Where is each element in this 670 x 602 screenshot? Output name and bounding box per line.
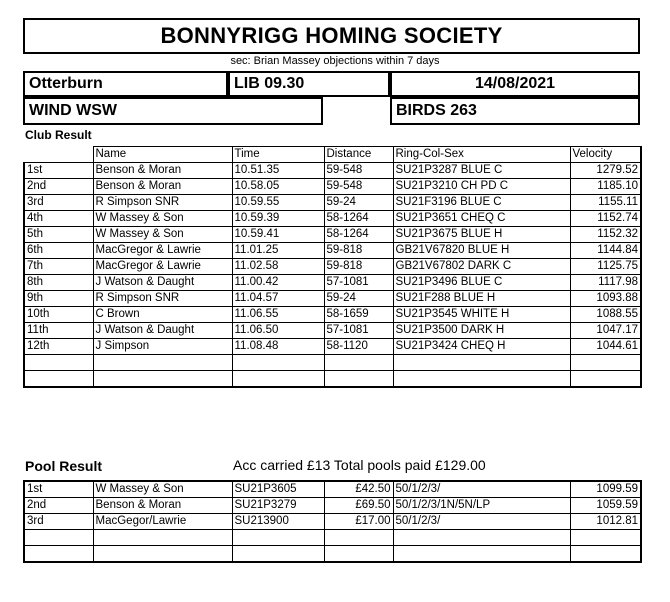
table-row bbox=[24, 514, 641, 530]
column-header: Distance bbox=[324, 147, 393, 163]
table-row bbox=[24, 195, 641, 211]
table-cell: Benson & Moran bbox=[93, 179, 232, 195]
table-cell: MacGregor & Lawrie bbox=[93, 259, 232, 275]
table-cell: 11th bbox=[24, 323, 93, 339]
table-row bbox=[24, 530, 641, 546]
table-cell: 1155.11 bbox=[570, 195, 641, 211]
table-cell: W Massey & Son bbox=[93, 227, 232, 243]
society-title: BONNYRIGG HOMING SOCIETY bbox=[23, 18, 640, 54]
table-cell: 10.58.05 bbox=[232, 179, 324, 195]
table-cell: 9th bbox=[24, 291, 93, 307]
table-cell: 2nd bbox=[24, 179, 93, 195]
column-header: Velocity bbox=[570, 147, 641, 163]
table-row bbox=[24, 498, 641, 514]
table-row bbox=[24, 243, 641, 259]
table-cell: SU21P3210 CH PD C bbox=[393, 179, 570, 195]
table-cell: 59-818 bbox=[324, 243, 393, 259]
table-cell: SU21P3545 WHITE H bbox=[393, 307, 570, 323]
table-cell bbox=[93, 371, 232, 388]
table-cell bbox=[570, 371, 641, 388]
column-header: Ring-Col-Sex bbox=[393, 147, 570, 163]
table-cell: SU21P3287 BLUE C bbox=[393, 163, 570, 179]
table-cell: £42.50 bbox=[324, 481, 393, 498]
table-row bbox=[24, 179, 641, 195]
table-cell: SU21P3675 BLUE H bbox=[393, 227, 570, 243]
table-cell: 58-1120 bbox=[324, 339, 393, 355]
column-header: Time bbox=[232, 147, 324, 163]
table-cell: SU21F3196 BLUE C bbox=[393, 195, 570, 211]
table-row bbox=[24, 546, 641, 563]
secretary-line: sec: Brian Massey objections within 7 days bbox=[230, 55, 440, 67]
table-cell: 59-24 bbox=[324, 291, 393, 307]
table-cell: MacGregor & Lawrie bbox=[93, 243, 232, 259]
table-cell: 1125.75 bbox=[570, 259, 641, 275]
table-cell bbox=[324, 371, 393, 388]
table-cell bbox=[232, 530, 324, 546]
table-cell: 10.59.39 bbox=[232, 211, 324, 227]
table-cell bbox=[324, 355, 393, 371]
table-row bbox=[24, 307, 641, 323]
table-cell: R Simpson SNR bbox=[93, 195, 232, 211]
table-row bbox=[24, 481, 641, 498]
table-cell: 7th bbox=[24, 259, 93, 275]
table-cell: 1279.52 bbox=[570, 163, 641, 179]
table-row bbox=[24, 275, 641, 291]
table-cell: 58-1659 bbox=[324, 307, 393, 323]
table-row bbox=[24, 259, 641, 275]
table-cell: Benson & Moran bbox=[93, 163, 232, 179]
table-cell: 11.06.50 bbox=[232, 323, 324, 339]
birds-count: BIRDS 263 bbox=[390, 97, 640, 125]
table-cell bbox=[24, 546, 93, 563]
table-cell: SU21F288 BLUE H bbox=[393, 291, 570, 307]
table-row bbox=[24, 355, 641, 371]
table-cell bbox=[232, 546, 324, 563]
table-cell: 11.00.42 bbox=[232, 275, 324, 291]
table-cell: W Massey & Son bbox=[93, 481, 232, 498]
table-row bbox=[24, 227, 641, 243]
table-cell: C Brown bbox=[93, 307, 232, 323]
table-cell: 1099.59 bbox=[570, 481, 641, 498]
table-cell: J Watson & Daught bbox=[93, 323, 232, 339]
club-result-table bbox=[23, 146, 642, 388]
table-cell: 8th bbox=[24, 275, 93, 291]
table-cell: 1144.84 bbox=[570, 243, 641, 259]
table-cell: 10.51.35 bbox=[232, 163, 324, 179]
table-cell: SU21P3651 CHEQ C bbox=[393, 211, 570, 227]
table-cell bbox=[93, 530, 232, 546]
table-cell: 59-24 bbox=[324, 195, 393, 211]
table-cell: 1012.81 bbox=[570, 514, 641, 530]
table-cell: 1st bbox=[24, 481, 93, 498]
table-cell: 6th bbox=[24, 243, 93, 259]
table-cell: 1152.74 bbox=[570, 211, 641, 227]
table-cell bbox=[24, 530, 93, 546]
wind-direction: WIND WSW bbox=[23, 97, 323, 125]
table-row bbox=[24, 291, 641, 307]
table-cell: 1117.98 bbox=[570, 275, 641, 291]
table-cell: W Massey & Son bbox=[93, 211, 232, 227]
table-cell bbox=[570, 546, 641, 563]
table-cell: 1059.59 bbox=[570, 498, 641, 514]
table-cell: SU21P3279 bbox=[232, 498, 324, 514]
table-cell: 11.01.25 bbox=[232, 243, 324, 259]
table-cell: 1047.17 bbox=[570, 323, 641, 339]
table-cell: 58-1264 bbox=[324, 211, 393, 227]
table-header-row bbox=[24, 147, 641, 163]
table-cell: 59-548 bbox=[324, 163, 393, 179]
table-cell bbox=[324, 546, 393, 563]
table-cell: SU21P3424 CHEQ H bbox=[393, 339, 570, 355]
table-cell: 11.06.55 bbox=[232, 307, 324, 323]
pool-result-table bbox=[23, 480, 642, 563]
table-cell bbox=[232, 355, 324, 371]
table-cell bbox=[93, 546, 232, 563]
pool-info: Acc carried £13 Total pools paid £129.00 bbox=[233, 457, 486, 473]
table-cell: GB21V67802 DARK C bbox=[393, 259, 570, 275]
race-location: Otterburn bbox=[23, 71, 228, 97]
table-cell: SU213900 bbox=[232, 514, 324, 530]
table-cell: 5th bbox=[24, 227, 93, 243]
table-row bbox=[24, 211, 641, 227]
race-date: 14/08/2021 bbox=[390, 71, 640, 97]
table-cell bbox=[393, 530, 570, 546]
table-cell: 1152.32 bbox=[570, 227, 641, 243]
table-cell: 50/1/2/3/ bbox=[393, 514, 570, 530]
table-cell: 2nd bbox=[24, 498, 93, 514]
table-cell: MacGegor/Lawrie bbox=[93, 514, 232, 530]
club-result-label: Club Result bbox=[25, 128, 92, 142]
pool-result-label: Pool Result bbox=[25, 458, 103, 474]
table-cell bbox=[324, 530, 393, 546]
table-row bbox=[24, 323, 641, 339]
table-cell: J Simpson bbox=[93, 339, 232, 355]
table-cell bbox=[93, 355, 232, 371]
table-cell: 50/1/2/3/1N/5N/LP bbox=[393, 498, 570, 514]
table-cell: 12th bbox=[24, 339, 93, 355]
table-cell: 59-818 bbox=[324, 259, 393, 275]
table-cell: 57-1081 bbox=[324, 323, 393, 339]
table-cell bbox=[393, 371, 570, 388]
table-cell: 1185.10 bbox=[570, 179, 641, 195]
column-header: Name bbox=[93, 147, 232, 163]
table-cell: R Simpson SNR bbox=[93, 291, 232, 307]
table-cell: SU21P3605 bbox=[232, 481, 324, 498]
table-cell: 3rd bbox=[24, 514, 93, 530]
table-cell: Benson & Moran bbox=[93, 498, 232, 514]
table-cell: 1st bbox=[24, 163, 93, 179]
table-row bbox=[24, 163, 641, 179]
table-cell: GB21V67820 BLUE H bbox=[393, 243, 570, 259]
table-cell: 11.08.48 bbox=[232, 339, 324, 355]
table-cell: 3rd bbox=[24, 195, 93, 211]
table-cell: SU21P3500 DARK H bbox=[393, 323, 570, 339]
table-cell bbox=[393, 546, 570, 563]
table-cell: J Watson & Daught bbox=[93, 275, 232, 291]
table-cell: 1044.61 bbox=[570, 339, 641, 355]
table-cell: 11.04.57 bbox=[232, 291, 324, 307]
table-cell: 10.59.41 bbox=[232, 227, 324, 243]
table-cell: 50/1/2/3/ bbox=[393, 481, 570, 498]
table-cell: £69.50 bbox=[324, 498, 393, 514]
table-cell bbox=[393, 355, 570, 371]
table-cell bbox=[570, 355, 641, 371]
table-cell bbox=[570, 530, 641, 546]
table-cell: 1093.88 bbox=[570, 291, 641, 307]
table-cell bbox=[24, 355, 93, 371]
table-row bbox=[24, 371, 641, 388]
table-cell bbox=[232, 371, 324, 388]
table-cell: £17.00 bbox=[324, 514, 393, 530]
table-cell: 4th bbox=[24, 211, 93, 227]
table-cell bbox=[24, 371, 93, 388]
table-cell: 59-548 bbox=[324, 179, 393, 195]
table-cell: 1088.55 bbox=[570, 307, 641, 323]
table-cell: 58-1264 bbox=[324, 227, 393, 243]
table-cell: 57-1081 bbox=[324, 275, 393, 291]
column-header bbox=[24, 147, 93, 163]
table-cell: 10.59.55 bbox=[232, 195, 324, 211]
liberation-time: LIB 09.30 bbox=[228, 71, 390, 97]
table-cell: 11.02.58 bbox=[232, 259, 324, 275]
table-cell: 10th bbox=[24, 307, 93, 323]
table-row bbox=[24, 339, 641, 355]
table-cell: SU21P3496 BLUE C bbox=[393, 275, 570, 291]
